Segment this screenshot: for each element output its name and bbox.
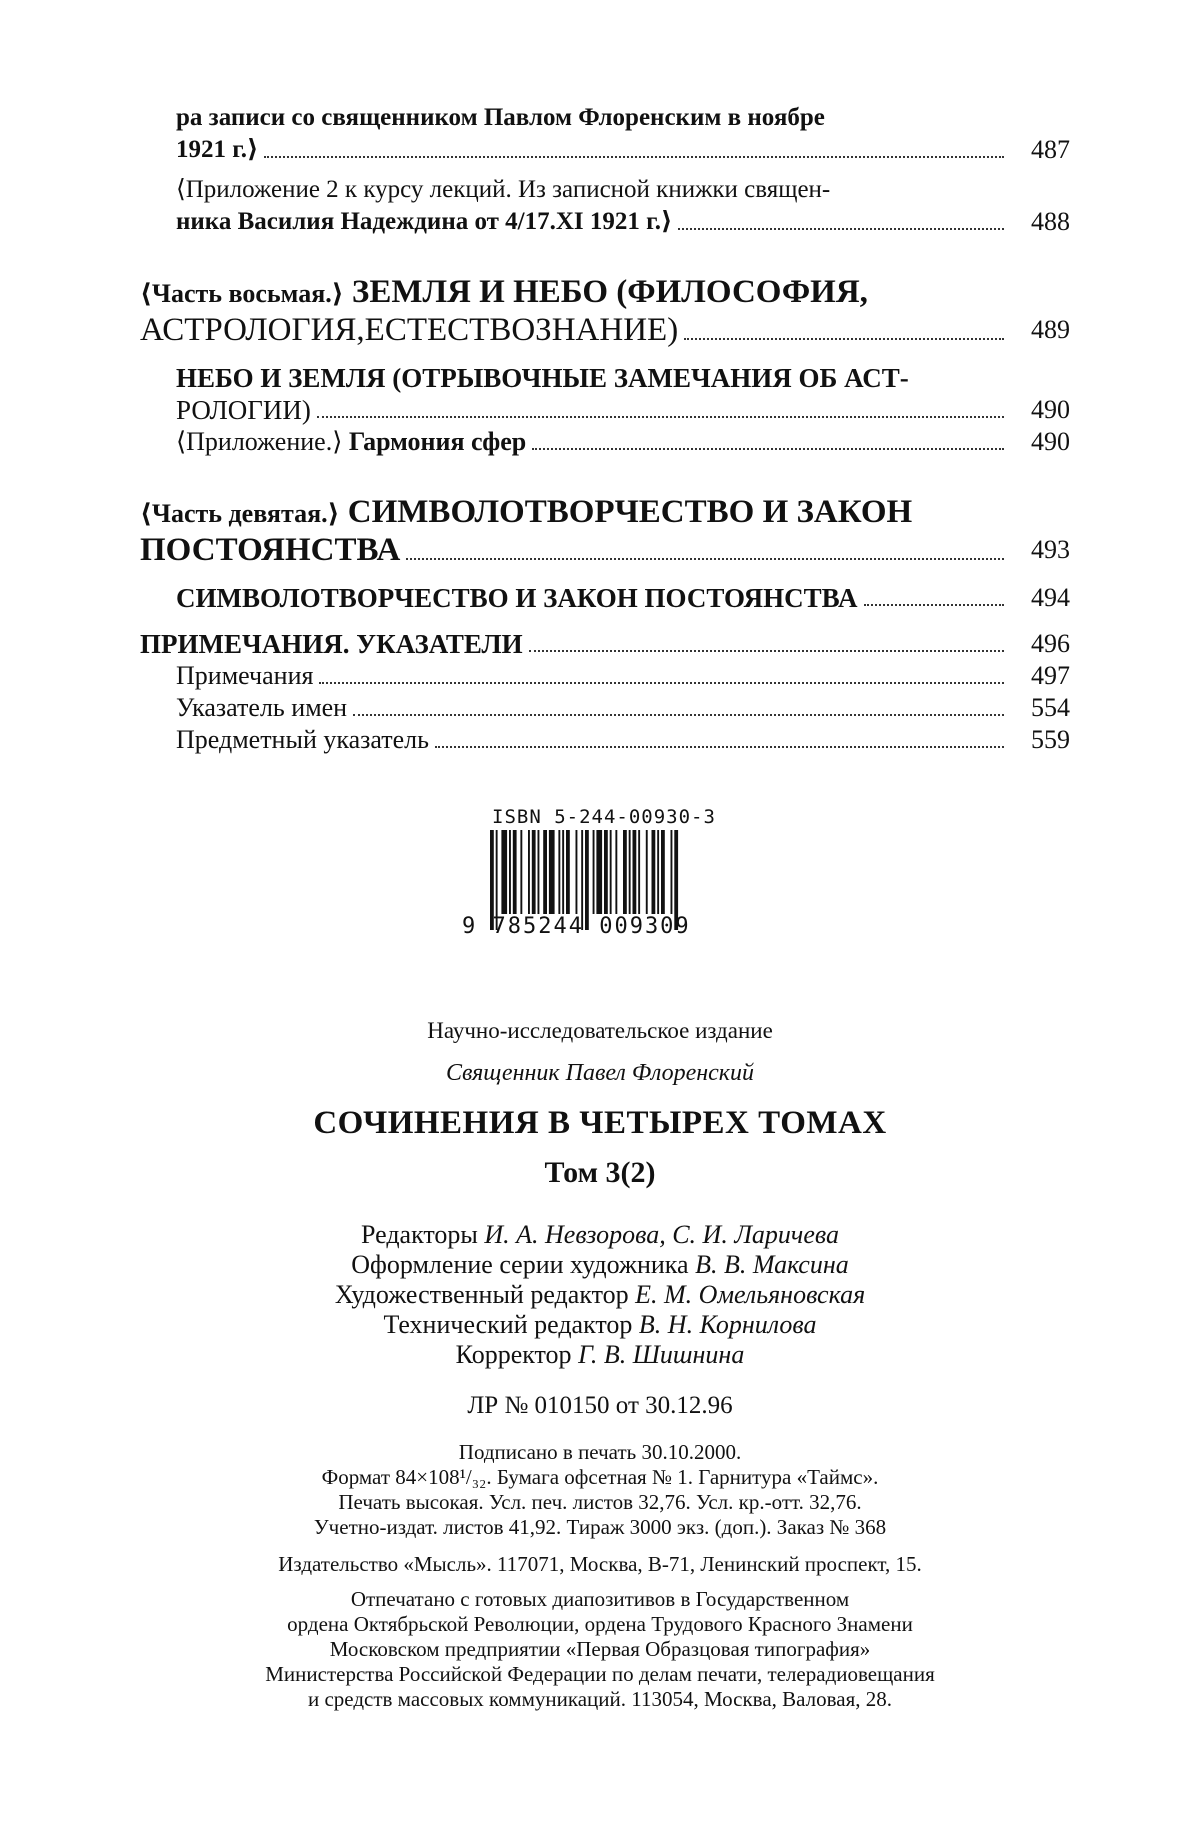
table-of-contents <box>140 102 1070 756</box>
barcode-bar <box>520 830 522 914</box>
book-title: СОЧИНЕНИЯ В ЧЕТЫРЕХ ТОМАХ <box>313 1105 887 1141</box>
credit-label: Редакторы <box>361 1220 478 1249</box>
signed-to-print: Подписано в печать 30.10.2000. <box>458 1440 742 1464</box>
barcode-bar <box>532 830 536 914</box>
dot-leader <box>406 558 1004 560</box>
toc-page-number: 494 <box>1031 583 1070 612</box>
dot-leader <box>684 338 1004 340</box>
print-specs-line: Печать высокая. Усл. печ. листов 32,76. Усл. кр.-отт. 32,76. <box>338 1490 862 1514</box>
toc-part-prefix: ⟨Часть восьмая.⟩ <box>140 279 344 308</box>
license-number: ЛР № 010150 от 30.12.96 <box>467 1392 733 1419</box>
toc-entry-text-line: РОЛОГИИ) <box>176 395 311 425</box>
credit-name: И. А. Невзорова, С. И. Ларичева <box>484 1220 839 1249</box>
dot-leader <box>435 746 1004 748</box>
toc-page-number: 487 <box>1031 135 1070 164</box>
author-name: Священник Павел Флоренский <box>445 1060 755 1086</box>
barcode-bar <box>566 830 570 914</box>
toc-page-number: 490 <box>1031 395 1070 424</box>
toc-section-sky-and-earth <box>140 362 1070 426</box>
credit-name: Г. В. Шишнина <box>578 1340 745 1369</box>
toc-entry-title: СИМВОЛОТВОРЧЕСТВО И ЗАКОН ПОСТОЯНСТВА <box>176 583 858 613</box>
barcode-bar <box>558 830 560 914</box>
barcode-bar <box>610 830 612 914</box>
edition-line: Учетно-издат. листов 41,92. Тираж 3000 экз. (доп.). Заказ № 368 <box>313 1515 887 1539</box>
ean-number: 9 785244 009309 <box>462 914 691 939</box>
toc-entry-title: Гармония сфер <box>348 427 527 456</box>
barcode-bar <box>543 830 547 914</box>
barcode-bar <box>623 830 627 914</box>
toc-entry-title: Примечания <box>176 661 314 690</box>
toc-part-eight <box>140 274 1070 348</box>
toc-page-number: 493 <box>1031 535 1070 564</box>
dot-leader <box>532 448 1004 450</box>
barcode-bar <box>513 830 517 914</box>
barcode-bar <box>604 830 608 914</box>
format-line: Формат 84×108¹/₃₂. Бумага офсетная № 1. Гарнитура «Таймс». <box>321 1465 879 1489</box>
barcode-bar <box>549 830 555 914</box>
dot-leader <box>529 650 1004 652</box>
barcode-bar <box>638 830 640 914</box>
toc-entry-harmony <box>140 426 1070 458</box>
toc-page-number: 489 <box>1031 315 1070 344</box>
dot-leader <box>317 416 1004 418</box>
barcode-bar <box>562 830 564 914</box>
printing-line: и средств массовых коммуникаций. 113054, Москва, Валовая, 28. <box>307 1687 893 1711</box>
publication-type: Научно-исследовательское издание <box>427 1018 773 1043</box>
toc-page-number: 554 <box>1031 693 1070 722</box>
dot-leader <box>353 714 1004 716</box>
toc-entry-text-line: 1921 г.⟩ <box>176 136 259 163</box>
credits <box>150 1220 1050 1370</box>
toc-entry-title: Предметный указатель <box>176 725 430 754</box>
toc-part-title: ПОСТОЯНСТВА <box>140 532 401 568</box>
isbn-number: ISBN 5-244-00930-3 <box>492 806 716 828</box>
barcode-bar <box>661 830 665 914</box>
credit-name: В. Н. Корнилова <box>638 1310 817 1339</box>
colophon <box>150 1018 1050 1712</box>
credit-label: Оформление серии художника <box>351 1250 689 1279</box>
toc-page-number: 497 <box>1031 661 1070 690</box>
credit-name: В. В. Максина <box>695 1250 849 1279</box>
credit-label: Корректор <box>455 1340 572 1369</box>
barcode-bar <box>528 830 530 914</box>
technical-specs <box>150 1440 1050 1540</box>
barcode-bar <box>633 830 637 914</box>
dot-leader <box>678 228 1004 230</box>
barcode-bar <box>671 830 673 914</box>
barcode-bar <box>596 830 602 914</box>
toc-entry-text-line: ⟨Приложение 2 к курсу лекций. Из записной книжки священ- <box>176 176 831 203</box>
toc-entry-lecture-notes <box>140 102 1070 166</box>
toc-entry-name-index <box>140 692 1070 724</box>
printing-line: Московском предприятии «Первая Образцовая типография» <box>329 1637 871 1661</box>
barcode-bar <box>501 830 507 914</box>
barcode-bar <box>593 830 595 914</box>
toc-part-title: АСТРОЛОГИЯ,ЕСТЕСТВОЗНАНИЕ) <box>140 312 679 348</box>
dot-leader <box>319 682 1004 684</box>
toc-part-nine <box>140 494 1070 568</box>
toc-entry-subject-index <box>140 724 1070 756</box>
toc-entry-title: Указатель имен <box>176 693 348 722</box>
publisher-address: Издательство «Мысль». 117071, Москва, В-71, Ленинский проспект, 15. <box>278 1552 922 1576</box>
volume-number: Том 3(2) <box>544 1156 656 1189</box>
credit-label: Технический редактор <box>383 1310 633 1339</box>
toc-section-symbol-creation <box>140 582 1070 614</box>
credit-name: Е. М. Омельяновская <box>635 1280 866 1309</box>
toc-page-number: 490 <box>1031 427 1070 456</box>
toc-part-prefix: ⟨Часть девятая.⟩ <box>140 499 340 528</box>
barcode-bar <box>646 830 648 914</box>
toc-page-number: 496 <box>1031 629 1070 658</box>
barcode-bar <box>629 830 631 914</box>
toc-page-number: 488 <box>1031 207 1070 236</box>
toc-section-notes-indexes <box>140 628 1070 660</box>
barcode-bar <box>509 830 511 914</box>
toc-entry-text-line: ника Василия Надеждина от 4/17.XI 1921 г.⟩ <box>176 208 673 235</box>
credit-label: Художественный редактор <box>334 1280 629 1309</box>
printing-line: Министерства Российской Федерации по делам печати, телерадиовещания <box>265 1662 935 1686</box>
printing-line: ордена Октябрьской Революции, ордена Трудового Красного Знамени <box>287 1612 913 1636</box>
toc-entry-title: ПРИМЕЧАНИЯ. УКАЗАТЕЛИ <box>140 629 523 659</box>
toc-entry-text-line: ра записи со священником Павлом Флоренским в ноябре <box>176 104 825 131</box>
printing-house <box>150 1587 1050 1712</box>
toc-page-number: 559 <box>1031 725 1070 754</box>
toc-entry-notes <box>140 660 1070 692</box>
barcode-bar <box>615 830 617 914</box>
barcode-bar <box>657 830 659 914</box>
toc-entry-text-line: НЕБО И ЗЕМЛЯ (ОТРЫВОЧНЫЕ ЗАМЕЧАНИЯ ОБ АСТ- <box>176 363 909 393</box>
toc-part-title: СИМВОЛОТВОРЧЕСТВО И ЗАКОН <box>347 494 913 530</box>
dot-leader <box>864 604 1005 606</box>
toc-entry-prefix: ⟨Приложение.⟩ <box>176 427 343 456</box>
printing-line: Отпечатано с готовых диапозитивов в Государственном <box>350 1587 850 1611</box>
barcode-bar <box>538 830 540 914</box>
isbn-barcode <box>462 806 752 956</box>
toc-entry-appendix-2 <box>140 174 1070 238</box>
barcode-bar <box>576 830 578 914</box>
dot-leader <box>264 156 1004 158</box>
barcode-bar <box>652 830 656 914</box>
toc-part-title: ЗЕМЛЯ И НЕБО (ФИЛОСОФИЯ, <box>351 274 868 310</box>
